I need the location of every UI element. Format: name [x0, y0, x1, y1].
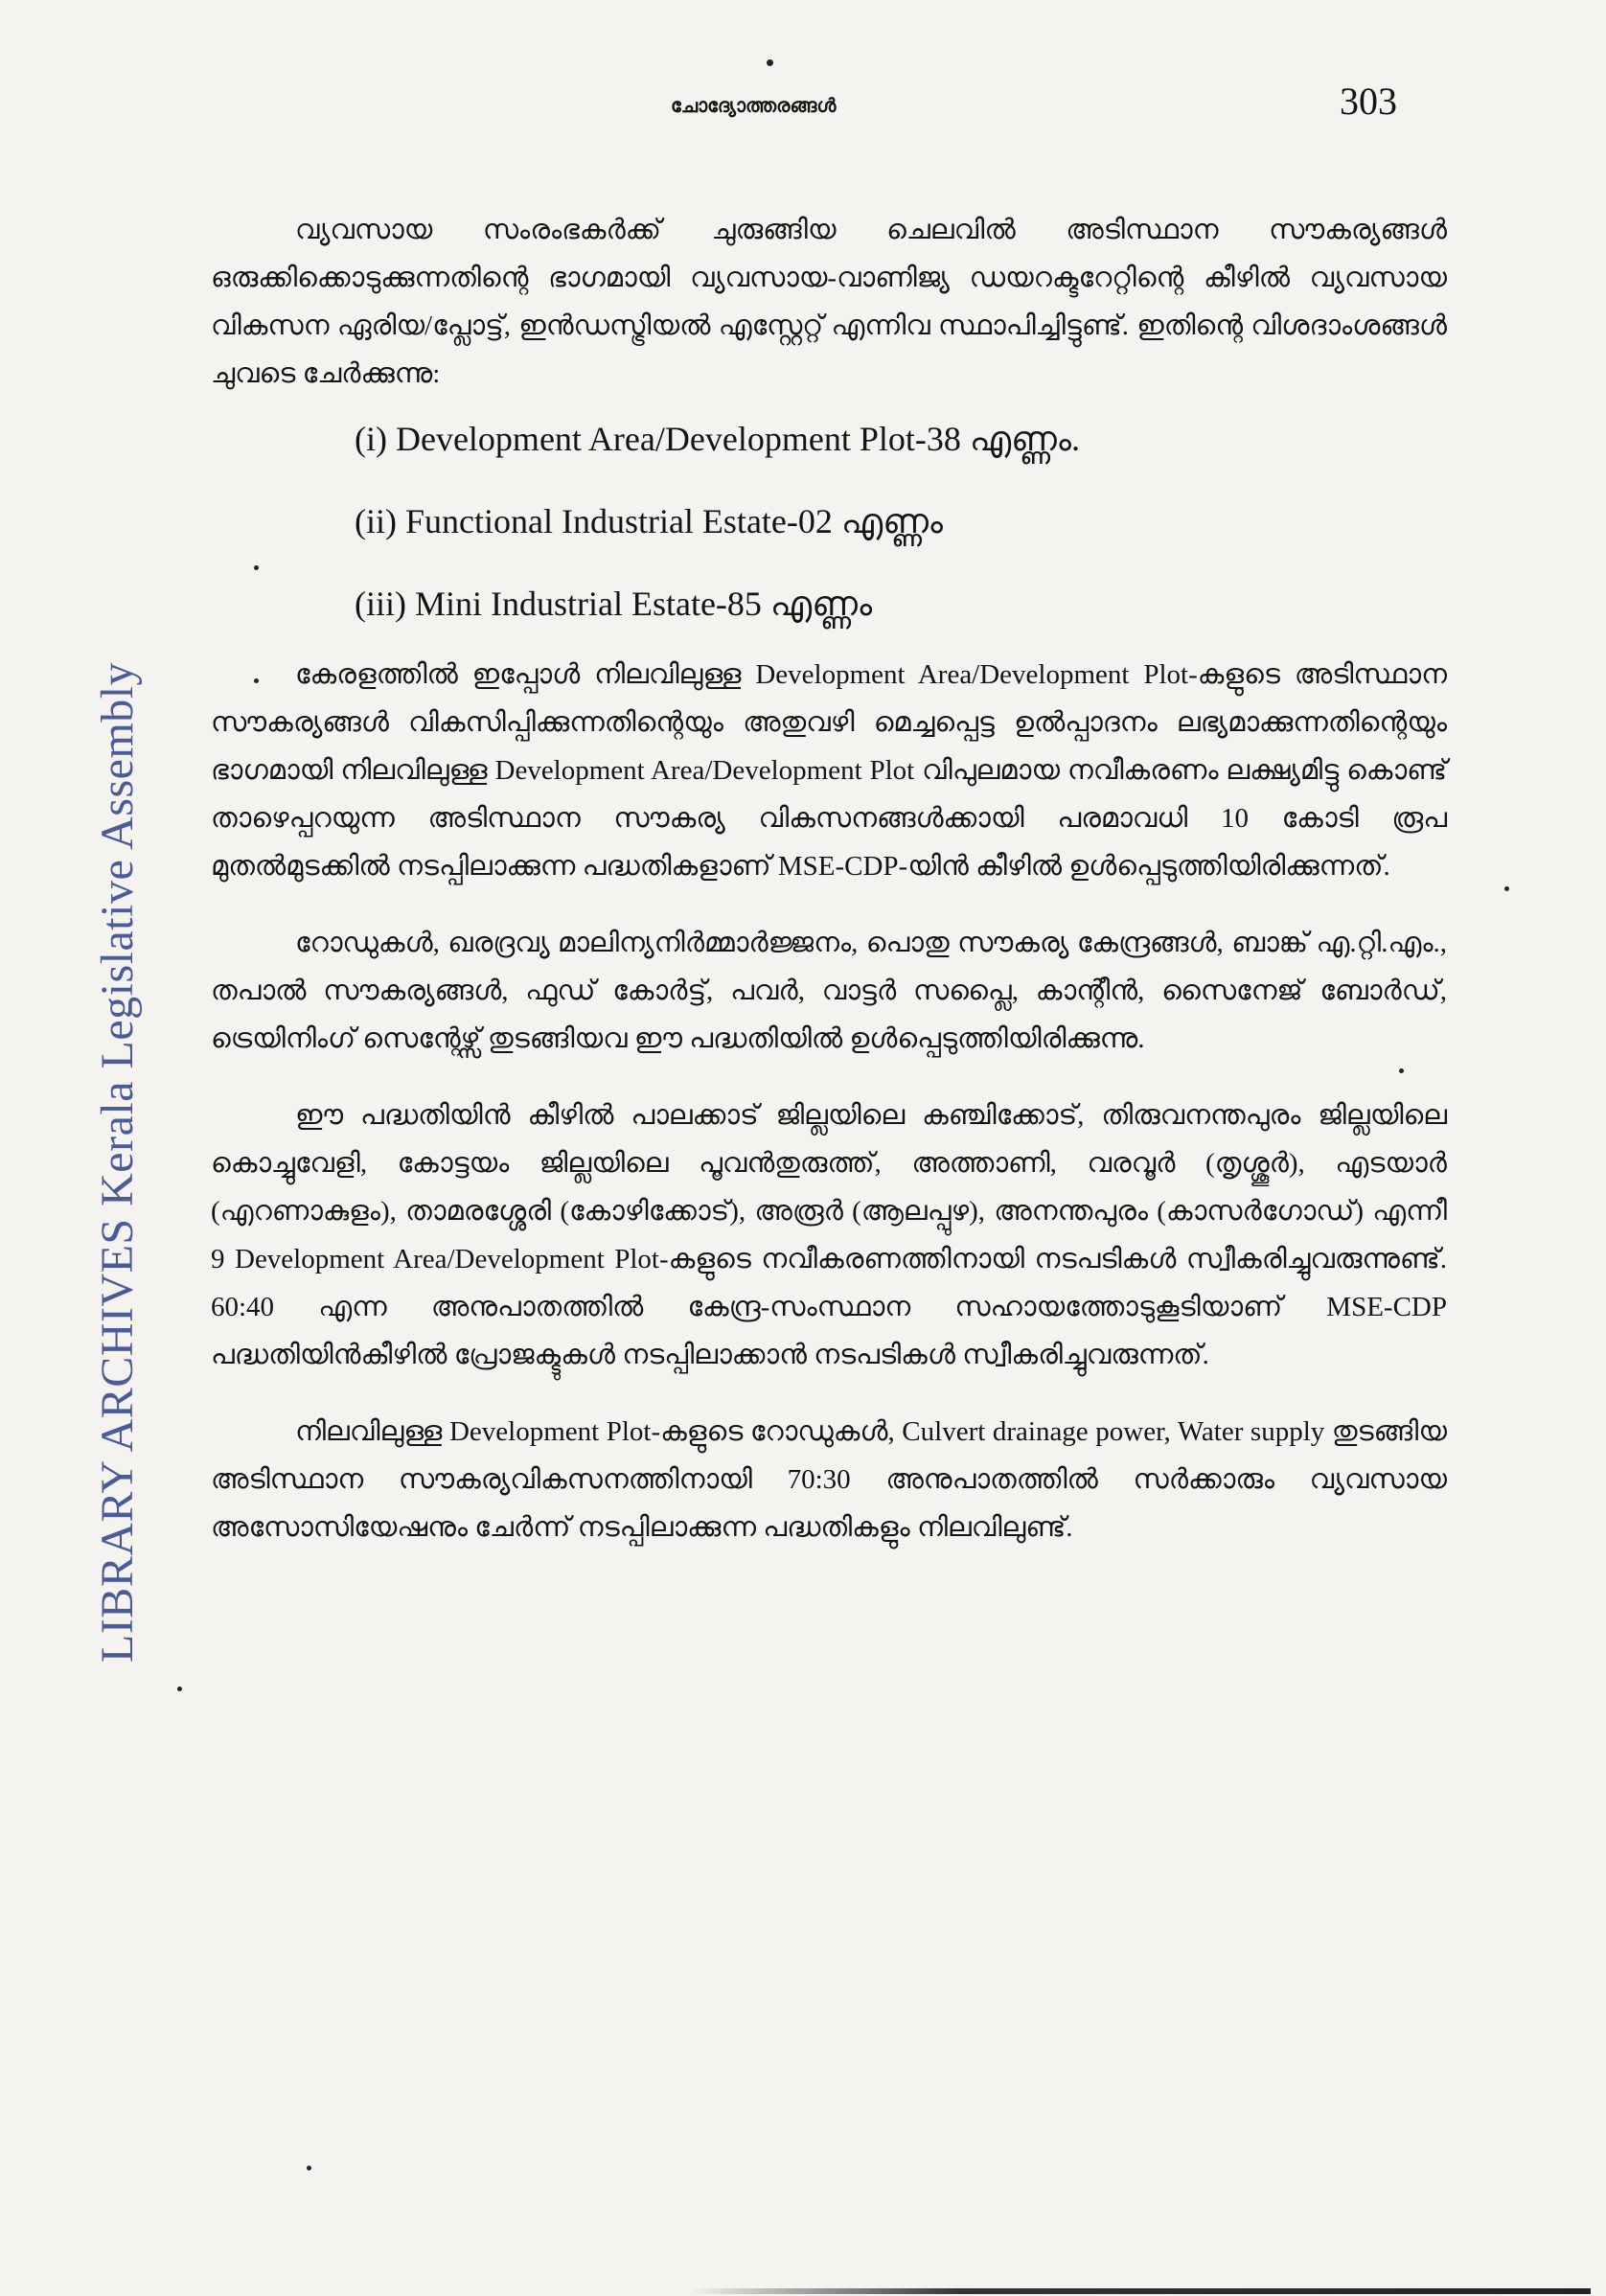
paragraph-facilities: റോഡുകൾ, ഖരദ്രവ്യ മാലിന്യനിർമ്മാർജ്ജനം, പൊതു സൗകര്യ കേന്ദ്രങ്ങൾ, ബാങ്ക് എ.റ്റി.എം., തപാൽ സൗകര്യങ്ങൾ, ഫുഡ് കോർട്ട്, പവർ, വാട്ടർ സപ്ലൈ, കാന്റീൻ, സൈനേജ് ബോർഡ്, ട്രെയിനിംഗ് സെന്റേഴ്സ് തുടങ്ങിയവ ഈ പദ്ധതിയിൽ ഉൾപ്പെടുത്തിയിരിക്കുന്നു. — [211, 928, 1447, 1054]
list-item: (ii) Functional Industrial Estate-02 എണ്ണം — [355, 502, 944, 540]
list-item: (i) Development Area/Development Plot-38 എണ്ണം. — [355, 420, 1080, 458]
facility-list — [211, 415, 1447, 628]
paragraph-locations: ഈ പദ്ധതിയിൻ കീഴിൽ പാലക്കാട് ജില്ലയിലെ കഞ്ചിക്കോട്, തിരുവനന്തപുരം ജില്ലയിലെ കൊച്ചുവേളി, കോട്ടയം ജില്ലയിലെ പൂവൻതുരുത്ത്, അത്താണി, വരവൂർ (തൃശ്ശൂർ), എടയാർ (എറണാകുളം), താമരശ്ശേരി (കോഴിക്കോട്), അരൂർ (ആലപ്പുഴ), അനന്തപുരം (കാസർഗോഡ്) എന്നീ 9 Development Area/Development Plot-കളുടെ നവീകരണത്തിനായി നടപടികൾ സ്വീകരിച്ചുവരുന്നുണ്ട്. 60:40 എന്ന അനുപാതത്തിൽ കേന്ദ്ര-സംസ്ഥാന സഹായത്തോടുകൂടിയാണ് MSE-CDP പദ്ധതിയിൻകീഴിൽ പ്രോജക്ടുകൾ നടപ്പിലാക്കാൻ നടപടികൾ സ്വീകരിച്ചുവരുന്നത്. — [211, 1100, 1447, 1370]
archive-watermark: LIBRARY ARCHIVES Kerala Legislative Assembly — [92, 661, 143, 1663]
scan-speck — [1504, 886, 1509, 891]
paragraph-intro: വ്യവസായ സംരംഭകർക്ക് ചുരുങ്ങിയ ചെലവിൽ അടിസ്ഥാന സൗകര്യങ്ങൾ ഒരുക്കിക്കൊടുക്കുന്നതിന്റെ ഭാഗമായി വ്യവസായ-വാണിജ്യ ഡയറക്ടറേറ്റിന്റെ കീഴിൽ വ്യവസായ വികസന ഏരിയ/പ്ലോട്ട്, ഇൻഡസ്ട്രിയൽ എസ്റ്റേറ്റ് എന്നിവ സ്ഥാപിച്ചിട്ടുണ്ട്. ഇതിന്റെ വിശദാംശങ്ങൾ ചുവടെ ചേർക്കുന്നു: — [211, 215, 1447, 389]
list-item: (iii) Mini Industrial Estate-85 എണ്ണം — [355, 585, 873, 623]
scan-speck — [177, 1687, 182, 1691]
paragraph-development-plots: കേരളത്തിൽ ഇപ്പോൾ നിലവിലുള്ള Development Area/Development Plot-കളുടെ അടിസ്ഥാന സൗകര്യങ്ങൾ വികസിപ്പിക്കുന്നതിന്റെയും അതുവഴി മെച്ചപ്പെട്ട ഉൽപ്പാദനം ലഭ്യമാക്കുന്നതിന്റെയും ഭാഗമായി നിലവിലുള്ള Development Area/Development Plot വിപുലമായ നവീകരണം ലക്ഷ്യമിട്ടു കൊണ്ട് താഴെപ്പറയുന്ന അടിസ്ഥാന സൗകര്യ വികസനങ്ങൾക്കായി പരമാവധി 10 കോടി രൂപ മുതൽമുടക്കിൽ നടപ്പിലാക്കുന്ന പദ്ധതികളാണ് MSE-CDP-യിൻ കീഴിൽ ഉൾപ്പെടുത്തിയിരിക്കുന്നത്. — [211, 659, 1447, 882]
scan-speck — [767, 59, 773, 66]
scan-speck — [254, 678, 259, 683]
scan-speck — [307, 2166, 311, 2170]
body-text — [211, 206, 1447, 1551]
scan-speck — [254, 565, 259, 570]
paragraph-existing-plots: നിലവിലുള്ള Development Plot-കളുടെ റോഡുകൾ, Culvert drainage power, Water supply തുടങ്ങിയ അടിസ്ഥാന സൗകര്യവികസനത്തിനായി 70:30 അനുപാതത്തിൽ സർക്കാരും വ്യവസായ അസോസിയേഷനും ചേർന്ന് നടപ്പിലാക്കുന്ന പദ്ധതികളും നിലവിലുണ്ട്. — [211, 1416, 1447, 1543]
running-header: ചോദ്യോത്തരങ്ങൾ — [671, 94, 837, 117]
bottom-scan-edge — [690, 2288, 1591, 2294]
page-number: 303 — [1340, 80, 1397, 123]
scan-speck — [1399, 1068, 1404, 1073]
